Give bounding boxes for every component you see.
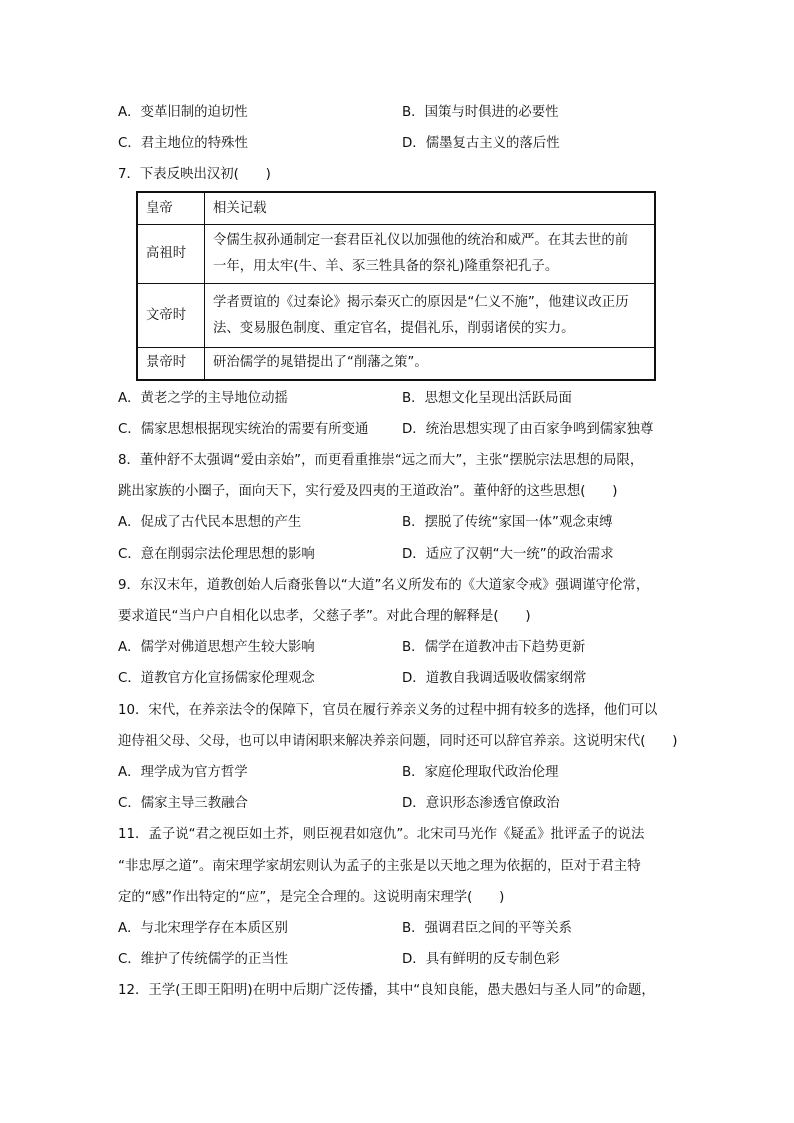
- record-line: 令儒生叔孙通制定一套君臣礼仪以加强他的统治和威严。在其去世的前: [213, 233, 629, 249]
- q6-option-b: B．国策与时俱进的必要性: [402, 105, 559, 120]
- q7-option-b: B．思想文化呈现出活跃局面: [402, 391, 572, 406]
- q7-option-d: D．统治思想实现了由百家争鸣到儒家独尊: [402, 422, 654, 437]
- q9-option-d: D．道教自我调适吸收儒家纲常: [402, 671, 587, 686]
- q9-option-a: A．儒学对佛道思想产生较大影响: [118, 640, 315, 655]
- table-header-record: 相关记载: [205, 192, 656, 225]
- record-line: 学者贾谊的《过秦论》揭示秦灭亡的原因是“仁义不施”，他建议改正历: [213, 294, 629, 310]
- table-header-emperor: 皇帝: [137, 192, 205, 225]
- q8-stem-line-1: 8．董仲舒不太强调“爱由亲始”，而更看重推崇“远之而大”，主张“摆脱宗法思想的局限，: [118, 453, 644, 468]
- q11-option-c: C．维护了传统儒学的正当性: [118, 952, 289, 967]
- q9-stem-line-1: 9．东汉末年，道教创始人后裔张鲁以“大道”名义所发布的《大道家令戒》强调谨守伦常，: [118, 578, 650, 593]
- q11-stem-line-2: “非忠厚之道”。南宋理学家胡宏则认为孟子的主张是以天地之理为依据的，臣对于君主特: [118, 859, 641, 874]
- q7-option-c: C．儒家思想根据现实统治的需要有所变通: [118, 422, 369, 437]
- q8-stem-line-2: 跳出家族的小圈子，面向天下，实行爱及四夷的王道政治”。董仲舒的这些思想( ): [118, 484, 618, 499]
- q7-option-a: A．黄老之学的主导地位动摇: [118, 391, 288, 406]
- q7-table: [136, 191, 656, 381]
- q12-stem-line-1: 12．王学(王即王阳明)在明中后期广泛传播，其中“良知良能，愚夫愚妇与圣人同”的命题，: [118, 983, 655, 998]
- q8-option-d: D．适应了汉朝“大一统”的政治需求: [402, 547, 614, 562]
- record-line: 一年，用太牢(牛、羊、豕三牲具备的祭礼)隆重祭祀孔子。: [213, 259, 559, 275]
- table-cell-record: 研治儒学的晁错提出了“削藩之策”。: [205, 347, 656, 380]
- table-row: [137, 347, 655, 380]
- table-cell-emperor: 景帝时: [137, 347, 205, 380]
- q10-option-b: B．家庭伦理取代政治伦理: [402, 765, 559, 780]
- table-header-row: [137, 192, 655, 225]
- q10-option-a: A．理学成为官方哲学: [118, 765, 248, 780]
- q9-option-b: B．儒学在道教冲击下趋势更新: [402, 640, 586, 655]
- table-cell-emperor: 文帝时: [137, 284, 205, 347]
- q9-stem-line-2: 要求道民“当户户自相化以忠孝，父慈子孝”。对此合理的解释是( ): [118, 609, 531, 624]
- table-row: [137, 284, 655, 347]
- q6-option-d: D．儒墨复古主义的落后性: [402, 136, 560, 151]
- q11-stem-line-3: 定的“感”作出特定的“应”，是完全合理的。这说明南宋理学( ): [118, 890, 505, 905]
- q8-option-a: A．促成了古代民本思想的产生: [118, 515, 302, 530]
- q11-option-d: D．具有鲜明的反专制色彩: [402, 952, 560, 967]
- table-cell-record: [205, 225, 656, 284]
- q7-stem: 7．下表反映出汉初( ): [118, 167, 271, 182]
- q11-option-b: B．强调君臣之间的平等关系: [402, 921, 572, 936]
- table-cell-emperor: 高祖时: [137, 225, 205, 284]
- q9-option-c: C．道教官方化宣扬儒家伦理观念: [118, 671, 315, 686]
- q6-option-c: C．君主地位的特殊性: [118, 136, 248, 151]
- q8-option-b: B．摆脱了传统“家国一体”观念束缚: [402, 515, 613, 530]
- q8-option-c: C．意在削弱宗法伦理思想的影响: [118, 547, 315, 562]
- q6-option-a: A．变革旧制的迫切性: [118, 105, 248, 120]
- q11-option-a: A．与北宋理学存在本质区别: [118, 921, 288, 936]
- table-row: [137, 225, 655, 284]
- q11-stem-line-1: 11．孟子说“君之视臣如土芥，则臣视君如寇仇”。北宋司马光作《疑孟》批评孟子的说法: [118, 827, 645, 842]
- q10-option-d: D．意识形态渗透官僚政治: [402, 796, 560, 811]
- table-cell-record: [205, 284, 656, 347]
- q10-stem-line-2: 迎侍祖父母、父母，也可以申请闲职来解决养亲问题，同时还可以辞官养亲。这说明宋代( ): [118, 734, 678, 749]
- q10-stem-line-1: 10．宋代，在养亲法令的保障下，官员在履行养亲义务的过程中拥有较多的选择，他们可以: [118, 703, 658, 718]
- q10-option-c: C．儒家主导三教融合: [118, 796, 248, 811]
- record-line: 法、变易服色制度、重定官名，提倡礼乐，削弱诸侯的实力。: [213, 320, 575, 336]
